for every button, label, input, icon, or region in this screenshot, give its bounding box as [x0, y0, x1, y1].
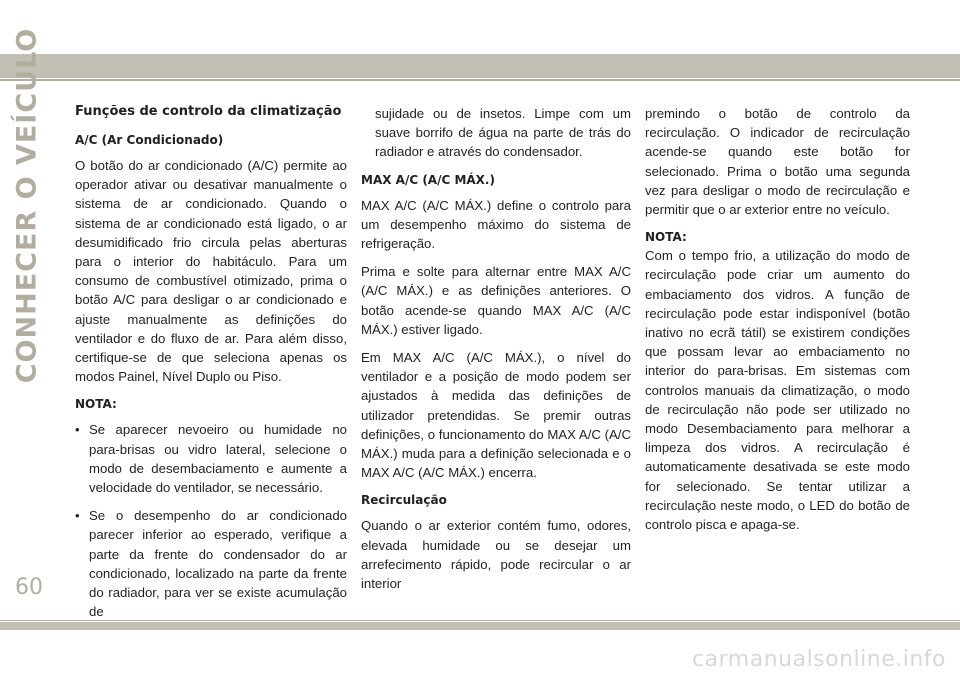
ac-paragraph: O botão do ar condicionado (A/C) permite ao operador ativar ou desativar manualmente o sistema de ar condicionado. Quando o sistema de ar condicionado está ligado, o ar desumidificado frio circula pelas aberturas para o interior do habitáculo. Para um consumo de combustível otimizado, prima o botão A/C para desligar o ar condicionado e ajuste manualmente as definições do ventilador e do fluxo de ar. Para além disso, certifique-se de que seleciona apenas os modos Painel, Nível Duplo ou Piso.	[75, 158, 347, 385]
note-paragraph: Com o tempo frio, a utilização do modo de recirculação pode criar um aumento do embaciamento dos vidros. A função de recirculação pode estar indisponível (botão inativo no ecrã tátil) se existirem condições que possam levar ao embaciamento no interior do para-brisas. Em sistemas com controlos manuais da climatização, o modo de recirculação não pode ser utilizado no modo Desembaciamento para melhorar a limpeza dos vidros. A recirculação é automaticamente desativada se este modo for selecionado. Se tentar utilizar a recirculação neste modo, o LED do botão de controlo pisca e apaga-se.	[645, 248, 910, 533]
note-label: NOTA:	[645, 230, 687, 245]
header-band-line	[0, 79, 960, 81]
bullet-text: Se aparecer nevoeiro ou humidade no para-brisas ou vidro lateral, selecione o modo de desembaciamento e aumente a velocidade do ventilador, se necessário.	[89, 422, 347, 496]
header-band	[0, 0, 960, 80]
watermark-text: carmanualsonline.info	[692, 647, 946, 672]
footer-band-bar	[0, 622, 960, 630]
max-ac-paragraph-1: MAX A/C (A/C MÁX.) define o controlo para um desempenho máximo do sistema de refrigeração.	[361, 197, 631, 252]
section-heading: Funções de controlo da climatização	[75, 104, 342, 119]
bullet-glyph: •	[75, 508, 80, 524]
column-1	[75, 103, 347, 630]
side-section-title	[5, 27, 49, 383]
max-ac-paragraph-3: Em MAX A/C (A/C MÁX.), o nível do ventilador e a posição de modo podem ser ajustados à medida das definições de utilizador pretendidas. Se premir outras definições, o funcionamento do MAX A/C (A/C MÁX.) muda para a definição selecionada e o MAX A/C (A/C MÁX.) encerra.	[361, 350, 631, 481]
header-band-bar	[0, 54, 960, 78]
bullet-continuation: sujidade ou de insetos. Limpe com um suave borrifo de água na parte de trás do radiador e através do condensador.	[375, 106, 631, 160]
list-item	[75, 420, 347, 497]
max-ac-paragraph-2: Prima e solte para alternar entre MAX A/C (A/C MÁX.) e as definições anteriores. O botão acende-se quando MAX A/C (A/C MÁX.) estiver ligado.	[361, 264, 631, 337]
footer-band	[0, 620, 960, 678]
bullet-text: Se o desempenho do ar condicionado parecer inferior ao esperado, verifique a parte da frente do condensador do ar condicionado, localizado na parte da frente do radiador, para ver se existe acumulação de	[89, 508, 347, 620]
footer-band-line	[0, 620, 960, 621]
subheading-ac: A/C (Ar Condicionado)	[75, 133, 224, 147]
bullet-glyph: •	[75, 422, 80, 438]
subheading-recirculation: Recirculação	[361, 493, 447, 508]
side-section-title-text: CONHECER O VEÍCULO	[11, 27, 43, 383]
recirculation-continuation: premindo o botão de controlo da recirculação. O indicador de recirculação acende-se quando este botão for selecionado. Prima o botão uma segunda vez para desligar o modo de recirculação e permitir que o ar exterior entre no veículo.	[645, 106, 910, 218]
list-item	[75, 506, 347, 621]
subheading-max-ac: MAX A/C (A/C MÁX.)	[361, 172, 495, 187]
note-bullet-list	[75, 420, 347, 621]
column-3	[645, 104, 910, 543]
column-2	[361, 104, 631, 602]
note-label: NOTA:	[75, 397, 117, 412]
page-number: 60	[15, 575, 43, 600]
recirculation-paragraph-1: Quando o ar exterior contém fumo, odores, elevada humidade ou se desejar um arrefecimento rápido, pode recircular o ar interior	[361, 518, 631, 592]
